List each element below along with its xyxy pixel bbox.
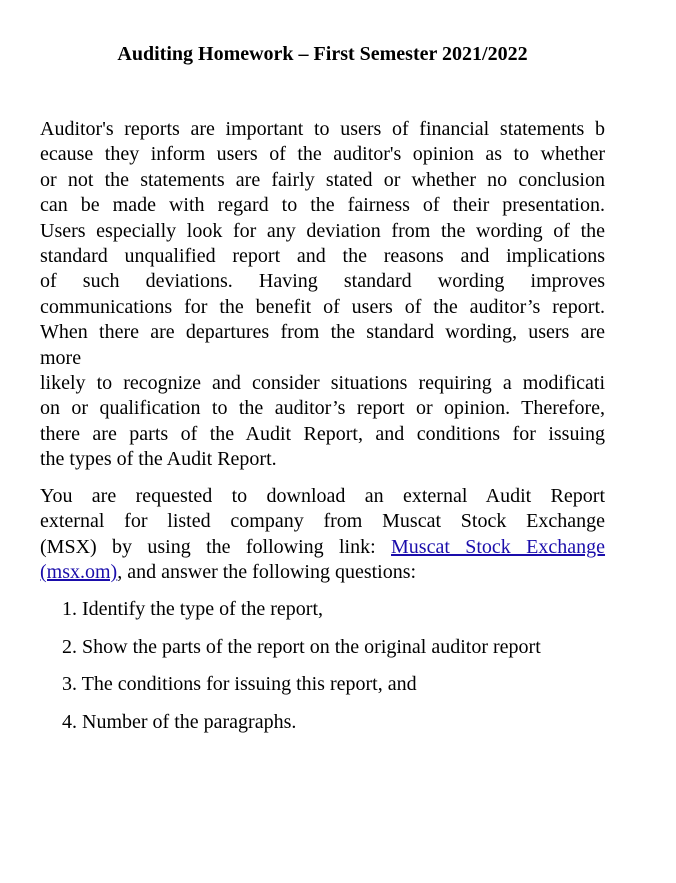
paragraph-line: on or qualification to the auditor’s report or opinion. Therefore, bbox=[40, 397, 605, 420]
questions-intro-text: , and answer the following questions: bbox=[117, 561, 417, 584]
page-title: Auditing Homework – First Semester 2021/2022 bbox=[117, 43, 528, 65]
paragraph-line: the types of the Audit Report. bbox=[40, 448, 277, 471]
paragraph-line: or not the statements are fairly stated or whether no conclusion bbox=[40, 168, 605, 191]
paragraph-line bbox=[40, 560, 605, 585]
paragraph-line: of such deviations. Having standard wording improves bbox=[40, 270, 605, 293]
question-item: 3. The conditions for issuing this report, and bbox=[62, 673, 417, 696]
msx-link[interactable]: Muscat Stock Exchange bbox=[391, 535, 606, 558]
paragraph-line: standard unqualified report and the reasons and implications bbox=[40, 244, 605, 267]
paragraph-line: can be made with regard to the fairness of their presentation. bbox=[40, 194, 605, 217]
paragraph-line: there are parts of the Audit Report, and conditions for issuing bbox=[40, 422, 605, 445]
paragraph-line: external for listed company from Muscat Stock Exchange bbox=[40, 510, 605, 533]
question-item: 1. Identify the type of the report, bbox=[62, 598, 324, 620]
paragraph-line: Users especially look for any deviation from the wording of the bbox=[40, 219, 605, 242]
questions-list bbox=[62, 597, 622, 748]
paragraph-line: When there are departures from the standard wording, users are bbox=[40, 321, 605, 344]
msx-link-continued[interactable]: (msx.om) bbox=[40, 561, 118, 584]
intro-paragraph bbox=[40, 117, 605, 472]
paragraph-line: Auditor's reports are important to users of financial statements b bbox=[40, 118, 605, 140]
paragraph-line: You are requested to download an external Audit Report bbox=[40, 485, 605, 507]
link-intro-text: (MSX) by using the following link: bbox=[40, 535, 376, 558]
paragraph-line: more bbox=[40, 346, 82, 369]
paragraph-line: likely to recognize and consider situations requiring a modificati bbox=[40, 371, 605, 394]
paragraph-line bbox=[40, 535, 605, 560]
question-item: 4. Number of the paragraphs. bbox=[62, 711, 297, 734]
instructions-paragraph bbox=[40, 484, 605, 586]
paragraph-line: ecause they inform users of the auditor's opinion as to whether bbox=[40, 143, 605, 166]
paragraph-line: communications for the benefit of users of the auditor’s report. bbox=[40, 295, 605, 318]
question-item: 2. Show the parts of the report on the original auditor report bbox=[62, 635, 541, 658]
